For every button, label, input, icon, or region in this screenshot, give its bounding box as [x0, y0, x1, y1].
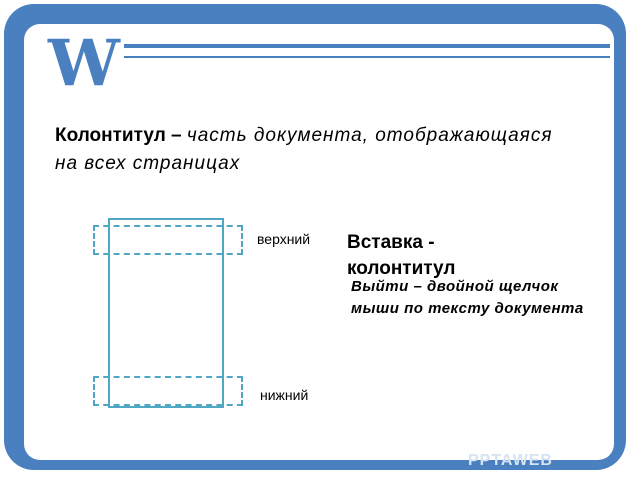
insert-menu-instruction: Вставка - колонтитул: [347, 232, 456, 279]
definition-text: [55, 122, 575, 178]
title-bar-thin-line: [124, 56, 610, 58]
header-label: верхний: [257, 231, 311, 247]
footer-zone-diagram: [93, 376, 243, 406]
watermark-logo: PPTAWEB: [468, 452, 553, 469]
footer-label: нижний: [260, 387, 309, 403]
exit-hint: Выйти – двойной щелчок мыши по тексту документа: [351, 278, 584, 317]
header-zone-diagram: [93, 225, 243, 255]
word-logo-icon: W: [48, 26, 120, 101]
definition-term: Колонтитул –: [55, 125, 187, 146]
title-bar-line: [124, 44, 610, 48]
definition-description: часть документа, отображающаяся на всех страницах: [55, 125, 553, 174]
